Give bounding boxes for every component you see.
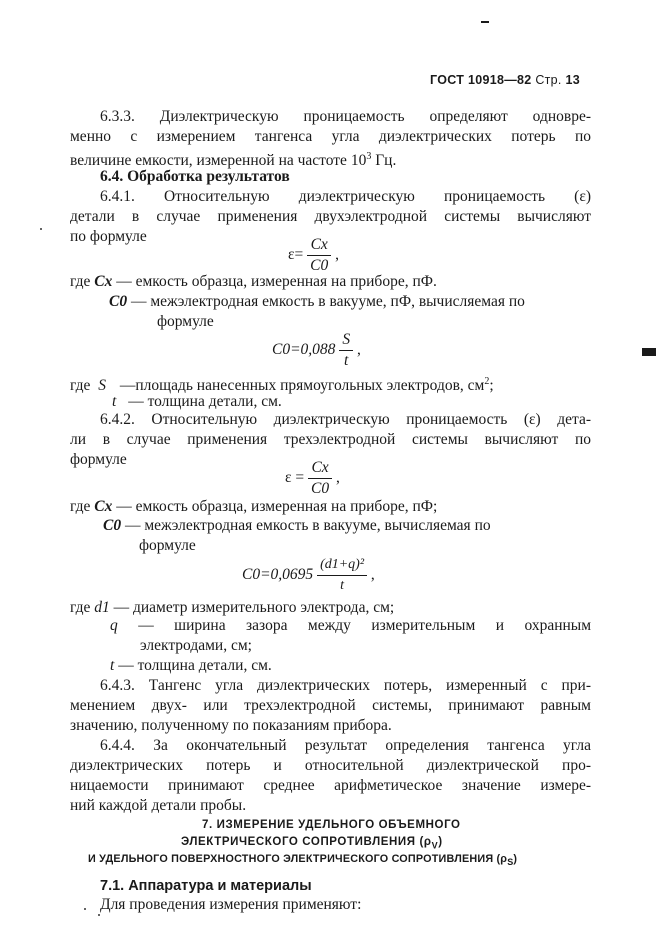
where4-d1: где d1 — диаметр измерительного электрода, см; xyxy=(70,599,395,616)
section-7-1-title: 7.1. Аппаратура и материалы xyxy=(100,878,312,894)
p633-line1: 6.3.3. Диэлектрическую проницаемость определяют одновре- xyxy=(100,108,591,125)
p642-line1: 6.4.2. Относительную диэлектрическую проницаемость (ε) дета- xyxy=(100,411,591,428)
formula-c0-two-electrode: C0=0,088 $\frac{S}{t}$ , xyxy=(272,331,361,369)
page-number: 13 xyxy=(565,73,581,87)
p641-line1: 6.4.1. Относительную диэлектрическую проницаемость (ε) xyxy=(100,188,591,205)
p641-line2: детали в случае применения двухэлектродной системы вычисляют xyxy=(70,208,591,225)
page-header xyxy=(430,73,580,87)
formula-c0-three-electrode: C0=0,0695 $\frac{\text{(d1+q)²}}{t}$ , xyxy=(242,555,375,596)
section-7-title-line3: И УДЕЛЬНОГО ПОВЕРХНОСТНОГО ЭЛЕКТРИЧЕСКОГО СОПРОТИВЛЕНИЯ $(\rho_S)$ xyxy=(88,853,518,868)
p633-line3: величине емкости, измеренной на частоте $10^3$ Гц. xyxy=(70,151,397,170)
where1-cx: где Cx — емкость образца, измеренная на приборе, пФ. xyxy=(70,273,437,290)
where2-t: t — толщина детали, см. xyxy=(112,393,282,410)
where1-c0: C0 — межэлектродная емкость в вакууме, пФ, вычисляемая по xyxy=(109,293,525,310)
p644-line4: ний каждой детали пробы. xyxy=(70,797,247,814)
p644-line1: 6.4.4. За окончательный результат определения тангенса угла xyxy=(100,737,591,754)
fraction-d1q-t: $\frac{\text{(d1+q)²}}{t}$ xyxy=(317,555,367,596)
where2-s: где S —площадь нанесенных прямоугольных электродов, $см^2$; xyxy=(70,376,494,395)
p643-line3: значению, полученному по показаниям прибора. xyxy=(70,717,392,734)
formula-epsilon-2: ε = $\frac{Cx}{C0}$ , xyxy=(285,459,340,497)
p643-line2: менением двух- или трехэлектродной системы, принимают равным xyxy=(70,697,591,714)
fraction-s-t: $\frac{S}{t}$ xyxy=(339,330,353,371)
where3-c0: C0 — межэлектродная емкость в вакууме, вычисляемая по xyxy=(103,517,491,534)
top-dash-mark xyxy=(481,21,489,23)
scan-speck xyxy=(40,228,42,230)
section-7-title-line1: 7. ИЗМЕРЕНИЕ УДЕЛЬНОГО ОБЪЕМНОГО xyxy=(202,819,461,831)
where4-t: t — толщина детали, см. xyxy=(110,657,272,674)
where4-q: q — ширина зазора между измерительным и охранным xyxy=(110,617,592,634)
fraction-cx-c0-2: $\frac{Cx}{C0}$ xyxy=(308,458,332,499)
p633-line2: менно с измерением тангенса угла диэлектрических потерь по xyxy=(70,128,591,145)
standard-number: ГОСТ 10918—82 xyxy=(430,73,532,87)
p641-line3: по формуле xyxy=(70,228,147,245)
section-7-title-line2: ЭЛЕКТРИЧЕСКОГО СОПРОТИВЛЕНИЯ $(\rho_V)$ xyxy=(181,836,443,851)
p644-line3: ницаемости принимают среднее арифметическое значение измере- xyxy=(70,777,591,794)
scan-speck xyxy=(84,908,86,910)
fraction-cx-c0: $\frac{Cx}{C0}$ xyxy=(307,235,331,276)
where4-q-cont: электродами, см; xyxy=(140,637,252,654)
section-6-4-title: 6.4. Обработка результатов xyxy=(100,168,290,185)
page-label: Стр. xyxy=(535,73,562,87)
p642-line3: формуле xyxy=(70,451,127,468)
p71-line1: Для проведения измерения применяют: xyxy=(100,896,362,913)
p642-line2: ли в случае применения трехэлектродной системы вычисляют по xyxy=(70,431,591,448)
where3-cx: где Cx — емкость образца, измеренная на приборе, пФ; xyxy=(70,498,438,515)
margin-block-mark xyxy=(642,348,656,356)
where3-c0-cont: формуле xyxy=(139,537,196,554)
p644-line2: диэлектрических потерь и относительной диэлектрической про- xyxy=(70,757,591,774)
formula-epsilon-1: ε= $\frac{Cx}{C0}$ , xyxy=(288,236,339,274)
where1-c0-cont: формуле xyxy=(157,313,214,330)
p643-line1: 6.4.3. Тангенс угла диэлектрических потерь, измеренный с при- xyxy=(100,677,591,694)
